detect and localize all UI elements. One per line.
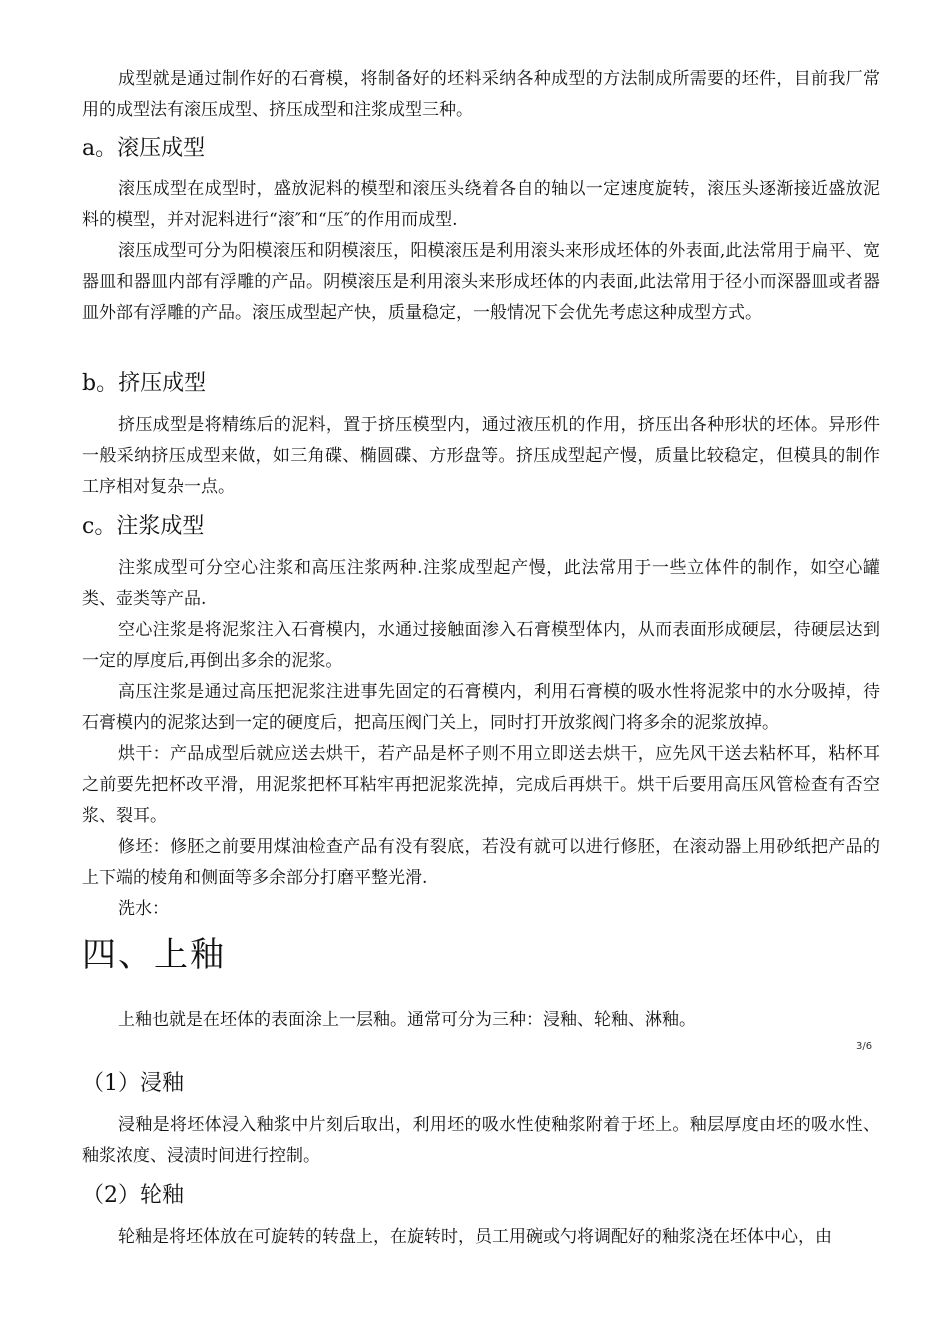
section-c-heading: c。注浆成型 xyxy=(82,514,205,539)
subsection-1-paragraph: 浸釉是将坯体浸入釉浆中片刻后取出，利用坯的吸水性使釉浆附着于坯上。釉层厚度由坯的吸水性、釉浆浓度、浸渍时间进行控制。 xyxy=(82,1115,880,1166)
section-c-paragraph-2: 空心注浆是将泥浆注入石膏模内，水通过接触面渗入石膏模型体内，从而表面形成硬层，待硬层达到一定的厚度后,再倒出多余的泥浆。 xyxy=(82,620,880,671)
section-c-paragraph-1: 注浆成型可分空心注浆和高压注浆两种.注浆成型起产慢，此法常用于一些立体件的制作，如空心罐类、壶类等产品. xyxy=(82,558,880,609)
section-a-heading: a。滚压成型 xyxy=(82,136,206,161)
section-4-heading: 四、上釉 xyxy=(82,935,226,975)
intro-paragraph: 成型就是通过制作好的石膏模，将制备好的坯料采纳各种成型的方法制成所需要的坯件，目前我厂常用的成型法有滚压成型、挤压成型和注浆成型三种。 xyxy=(82,69,880,120)
subsection-2-heading: （2）轮釉 xyxy=(82,1183,184,1208)
subsection-2-paragraph: 轮釉是将坯体放在可旋转的转盘上，在旋转时，员工用碗或勺将调配好的釉浆浇在坯体中心，由 xyxy=(118,1227,832,1247)
section-c-paragraph-5: 修坯：修胚之前要用煤油检查产品有没有裂底，若没有就可以进行修胚，在滚动器上用砂纸把产品的上下端的棱角和侧面等多余部分打磨平整光滑. xyxy=(82,837,880,888)
page-number: 3/6 xyxy=(856,1041,873,1052)
section-a-paragraph-1: 滚压成型在成型时，盛放泥料的模型和滚压头绕着各自的轴以一定速度旋转，滚压头逐渐接近盛放泥料的模型，并对泥料进行“滚″和“压″的作用而成型. xyxy=(82,179,880,230)
section-b-paragraph-1: 挤压成型是将精练后的泥料，置于挤压模型内，通过液压机的作用，挤压出各种形状的坯体。异形件一般采纳挤压成型来做，如三角碟、椭圆碟、方形盘等。挤压成型起产慢，质量比较稳定，但模具的制作工序相对复杂一点。 xyxy=(82,415,880,497)
subsection-1-heading: （1）浸釉 xyxy=(82,1071,184,1096)
section-4-paragraph-1: 上釉也就是在坯体的表面涂上一层釉。通常可分为三种：浸釉、轮釉、淋釉。 xyxy=(118,1010,696,1030)
section-c-paragraph-3: 高压注浆是通过高压把泥浆注进事先固定的石膏模内，利用石膏模的吸水性将泥浆中的水分吸掉，待石膏模内的泥浆达到一定的硬度后，把高压阀门关上，同时打开放浆阀门将多余的泥浆放掉。 xyxy=(82,682,880,733)
section-a-paragraph-2: 滚压成型可分为阳模滚压和阴模滚压，阳模滚压是利用滚头来形成坯体的外表面,此法常用于扁平、宽器皿和器皿内部有浮雕的产品。阴模滚压是利用滚头来形成坯体的内表面,此法常用于径小而深器皿或者器皿外部有浮雕的产品。滚压成型起产快，质量稳定，一般情况下会优先考虑这种成型方式。 xyxy=(82,241,880,323)
section-b-heading: b。挤压成型 xyxy=(82,371,207,396)
section-c-paragraph-4: 烘干：产品成型后就应送去烘干，若产品是杯子则不用立即送去烘干，应先风干送去粘杯耳，粘杯耳之前要先把杯改平滑，用泥浆把杯耳粘牢再把泥浆洗掉，完成后再烘干。烘干后要用高压风管检查有否空浆、裂耳。 xyxy=(82,744,880,826)
section-c-paragraph-6: 洗水： xyxy=(118,899,169,919)
